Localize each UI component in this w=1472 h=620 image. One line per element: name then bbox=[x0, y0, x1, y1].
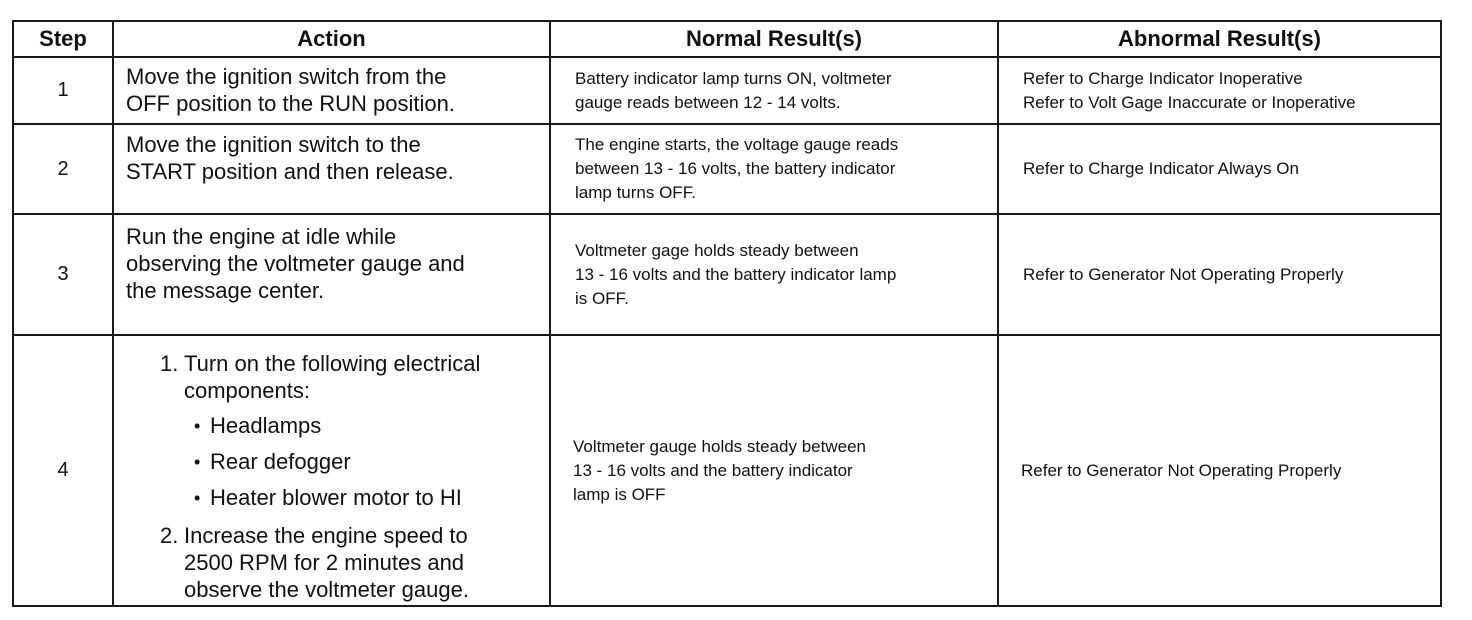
action-text: Run the engine at idle while bbox=[126, 224, 397, 249]
table-row bbox=[13, 57, 1441, 124]
normal-result-text: 13 - 16 volts and the battery indicator lamp bbox=[575, 264, 897, 284]
substep-text: 2500 RPM for 2 minutes and bbox=[184, 550, 465, 575]
step-number: 2 bbox=[13, 124, 113, 214]
normal-result-text: between 13 - 16 volts, the battery indicator bbox=[575, 159, 896, 178]
substep-text: components: bbox=[184, 378, 310, 403]
bullet-icon: • bbox=[194, 488, 201, 508]
normal-result-text: lamp turns OFF. bbox=[575, 183, 696, 202]
action-text: observing the voltmeter gauge and bbox=[126, 251, 465, 276]
substep-text: Turn on the following electrical bbox=[184, 351, 481, 376]
abnormal-result-text: Refer to Charge Indicator Inoperative bbox=[1023, 68, 1303, 88]
abnormal-result-cell bbox=[998, 124, 1441, 214]
substep-item bbox=[140, 350, 539, 516]
component-list bbox=[184, 408, 539, 516]
abnormal-result-text: Refer to Generator Not Operating Properly bbox=[1023, 264, 1344, 284]
header-normal-results: Normal Result(s) bbox=[550, 21, 998, 57]
action-text: Move the ignition switch from the bbox=[126, 63, 447, 89]
component-text: Headlamps bbox=[210, 413, 322, 438]
header-action: Action bbox=[113, 21, 550, 57]
normal-result-text: gauge reads between 12 - 14 volts. bbox=[575, 92, 841, 112]
normal-result-text: lamp is OFF bbox=[573, 484, 666, 504]
bullet-icon: • bbox=[194, 452, 201, 472]
abnormal-result-text: Refer to Volt Gage Inaccurate or Inoperative bbox=[1023, 92, 1356, 112]
table-row bbox=[13, 214, 1441, 335]
list-item bbox=[184, 444, 539, 480]
abnormal-result-cell bbox=[998, 57, 1441, 124]
normal-result-text: is OFF. bbox=[575, 288, 629, 308]
list-item bbox=[184, 408, 539, 444]
table-row bbox=[13, 335, 1441, 606]
abnormal-result-text: Refer to Charge Indicator Always On bbox=[1023, 159, 1299, 178]
action-cell bbox=[113, 124, 550, 214]
normal-result-cell bbox=[550, 214, 998, 335]
action-text: Move the ignition switch to the bbox=[126, 132, 421, 157]
substep-text: Increase the engine speed to bbox=[184, 523, 468, 548]
header-step: Step bbox=[13, 21, 113, 57]
normal-result-cell bbox=[550, 57, 998, 124]
normal-result-cell bbox=[550, 335, 998, 606]
action-text: the message center. bbox=[126, 278, 325, 303]
substep-item bbox=[140, 522, 539, 603]
action-text: START position and then release. bbox=[126, 159, 454, 184]
normal-result-text: The engine starts, the voltage gauge reads bbox=[575, 135, 899, 154]
step-number: 1 bbox=[13, 57, 113, 124]
step-number: 3 bbox=[13, 214, 113, 335]
bullet-icon: • bbox=[194, 416, 201, 436]
action-cell bbox=[113, 214, 550, 335]
normal-result-text: Voltmeter gauge holds steady between bbox=[573, 436, 866, 456]
diagnostic-table bbox=[12, 20, 1442, 607]
substep-number: 2. bbox=[160, 523, 179, 548]
substep-number: 1. bbox=[160, 351, 179, 376]
action-text: OFF position to the RUN position. bbox=[126, 90, 455, 116]
component-text: Heater blower motor to HI bbox=[210, 485, 462, 510]
normal-result-text: Voltmeter gage holds steady between bbox=[575, 240, 859, 260]
table-row bbox=[13, 124, 1441, 214]
normal-result-text: 13 - 16 volts and the battery indicator bbox=[573, 460, 853, 480]
header-abnormal-results: Abnormal Result(s) bbox=[998, 21, 1441, 57]
abnormal-result-cell bbox=[998, 214, 1441, 335]
normal-result-text: Battery indicator lamp turns ON, voltmeter bbox=[575, 68, 892, 88]
normal-result-cell bbox=[550, 124, 998, 214]
header-row bbox=[13, 21, 1441, 57]
substep-text: observe the voltmeter gauge. bbox=[184, 577, 469, 602]
abnormal-result-cell bbox=[998, 335, 1441, 606]
component-text: Rear defogger bbox=[210, 449, 351, 474]
list-item bbox=[184, 480, 539, 516]
action-cell bbox=[113, 335, 550, 606]
step-number: 4 bbox=[13, 335, 113, 606]
action-cell bbox=[113, 57, 550, 124]
substep-list bbox=[126, 350, 539, 603]
abnormal-result-text: Refer to Generator Not Operating Properly bbox=[1021, 460, 1342, 480]
